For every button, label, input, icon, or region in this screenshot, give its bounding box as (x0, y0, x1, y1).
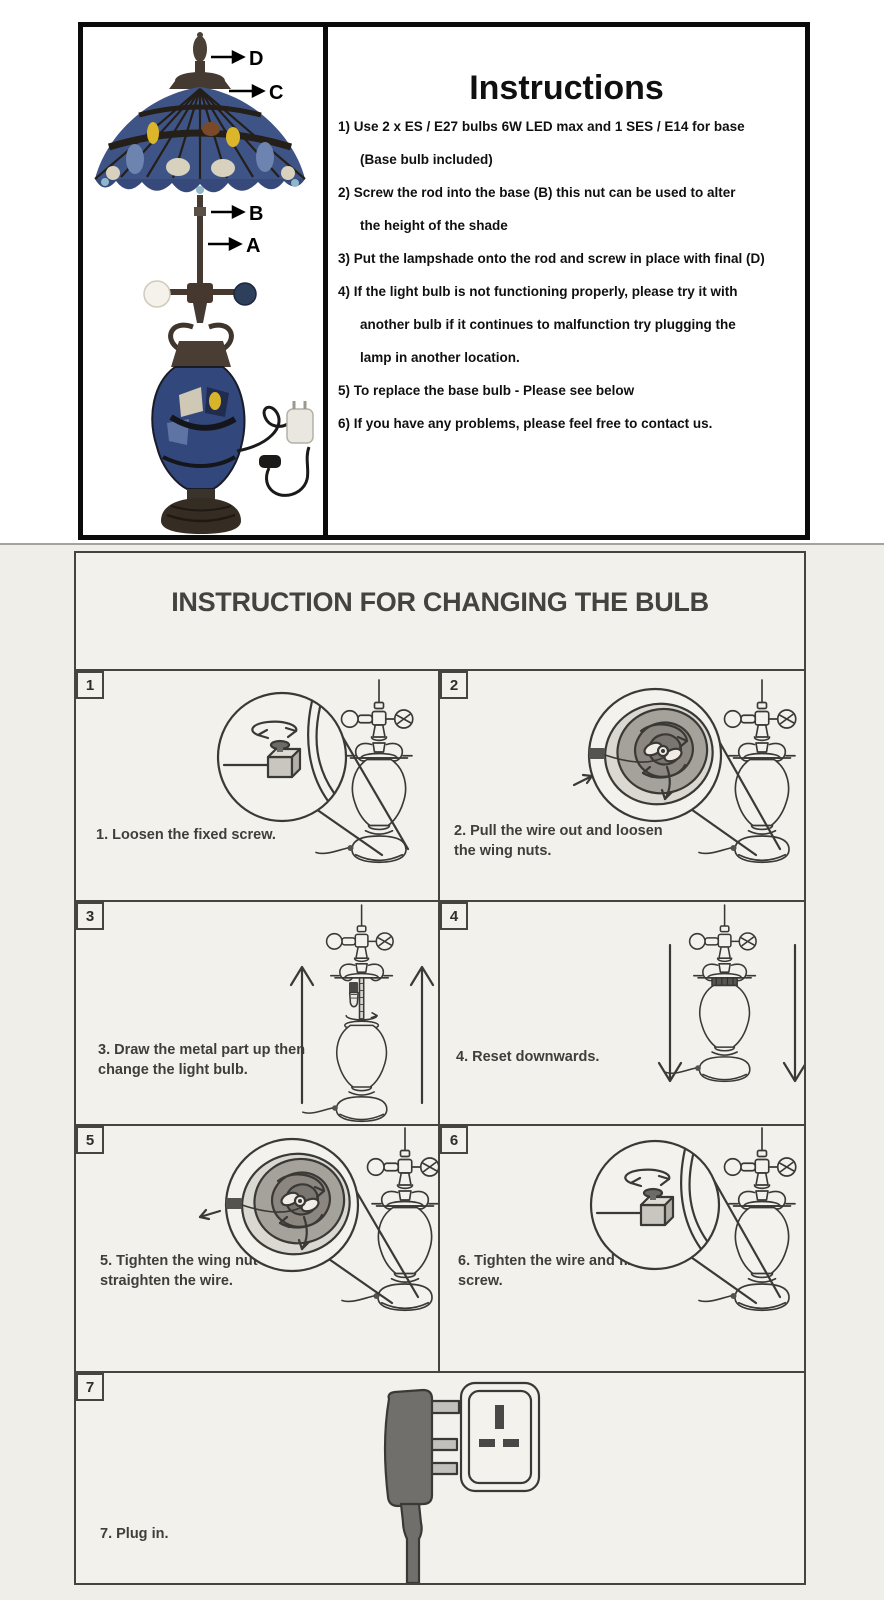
step-caption: 1. Loosen the fixed screw. (96, 827, 276, 843)
ornate-base (161, 498, 241, 534)
instruction-line: 5) To replace the base bulb - Please see below (338, 383, 635, 398)
step-caption: 4. Reset downwards. (456, 1049, 600, 1065)
instruction-line: (Base bulb included) (360, 152, 493, 167)
part-label-b: B (249, 203, 264, 225)
part-label-d: D (249, 48, 264, 70)
step-caption: 5. Tighten the wing nut and straighten the wire. (100, 1253, 288, 1289)
step-number-badge: 4 (440, 902, 468, 930)
step-caption: 6. Tighten the wire and fix the screw. (458, 1253, 662, 1289)
step-caption: 2. Pull the wire out and loosen the wing nuts. (454, 823, 663, 859)
instructions-text-cell (328, 27, 805, 535)
step-number-badge: 5 (76, 1126, 104, 1154)
instruction-line: 6) If you have any problems, please feel free to contact us. (338, 416, 713, 431)
step-number-badge: 2 (440, 671, 468, 699)
instruction-line: lamp in another location. (360, 350, 520, 365)
step-number-badge: 7 (76, 1373, 104, 1401)
part-label-a: A (246, 235, 261, 257)
grid-line (438, 669, 440, 1373)
urn-cone-cap (171, 341, 231, 367)
socket-knob (234, 283, 256, 305)
step-number-badge: 1 (76, 671, 104, 699)
white-bulb (144, 281, 170, 307)
step-caption: 3. Draw the metal part up then change the light bulb. (98, 1042, 306, 1078)
instruction-line: 2) Screw the rod into the base (B) this nut can be used to alter (338, 185, 736, 200)
inline-switch (259, 455, 281, 468)
instruction-line: 3) Put the lampshade onto the rod and screw in place with final (D) (338, 251, 765, 266)
step-number-badge: 6 (440, 1126, 468, 1154)
bulb-cross-arm (144, 281, 256, 323)
instruction-line: the height of the shade (360, 218, 508, 233)
instruction-line: 4) If the light bulb is not functioning properly, please try it with (338, 284, 738, 299)
assembly-instructions-box (78, 22, 810, 540)
bulb-change-title: INSTRUCTION FOR CHANGING THE BULB (171, 587, 709, 617)
step-number-badge: 3 (76, 902, 104, 930)
instructions-title: Instructions (469, 69, 664, 107)
plug (287, 401, 313, 443)
step-caption: 7. Plug in. (100, 1526, 169, 1542)
lamp-photo-illustration (83, 27, 323, 535)
grid-line (76, 1371, 804, 1373)
shade-cap (169, 72, 231, 89)
stained-glass-urn (152, 367, 244, 489)
instruction-line: 1) Use 2 x ES / E27 bulbs 6W LED max and 1 SES / E14 for base (338, 119, 745, 134)
instruction-line: another bulb if it continues to malfunction try plugging the (360, 317, 736, 332)
lamp-photo-cell (83, 27, 323, 535)
bulb-change-box (74, 551, 806, 1585)
part-label-c: C (269, 82, 284, 104)
